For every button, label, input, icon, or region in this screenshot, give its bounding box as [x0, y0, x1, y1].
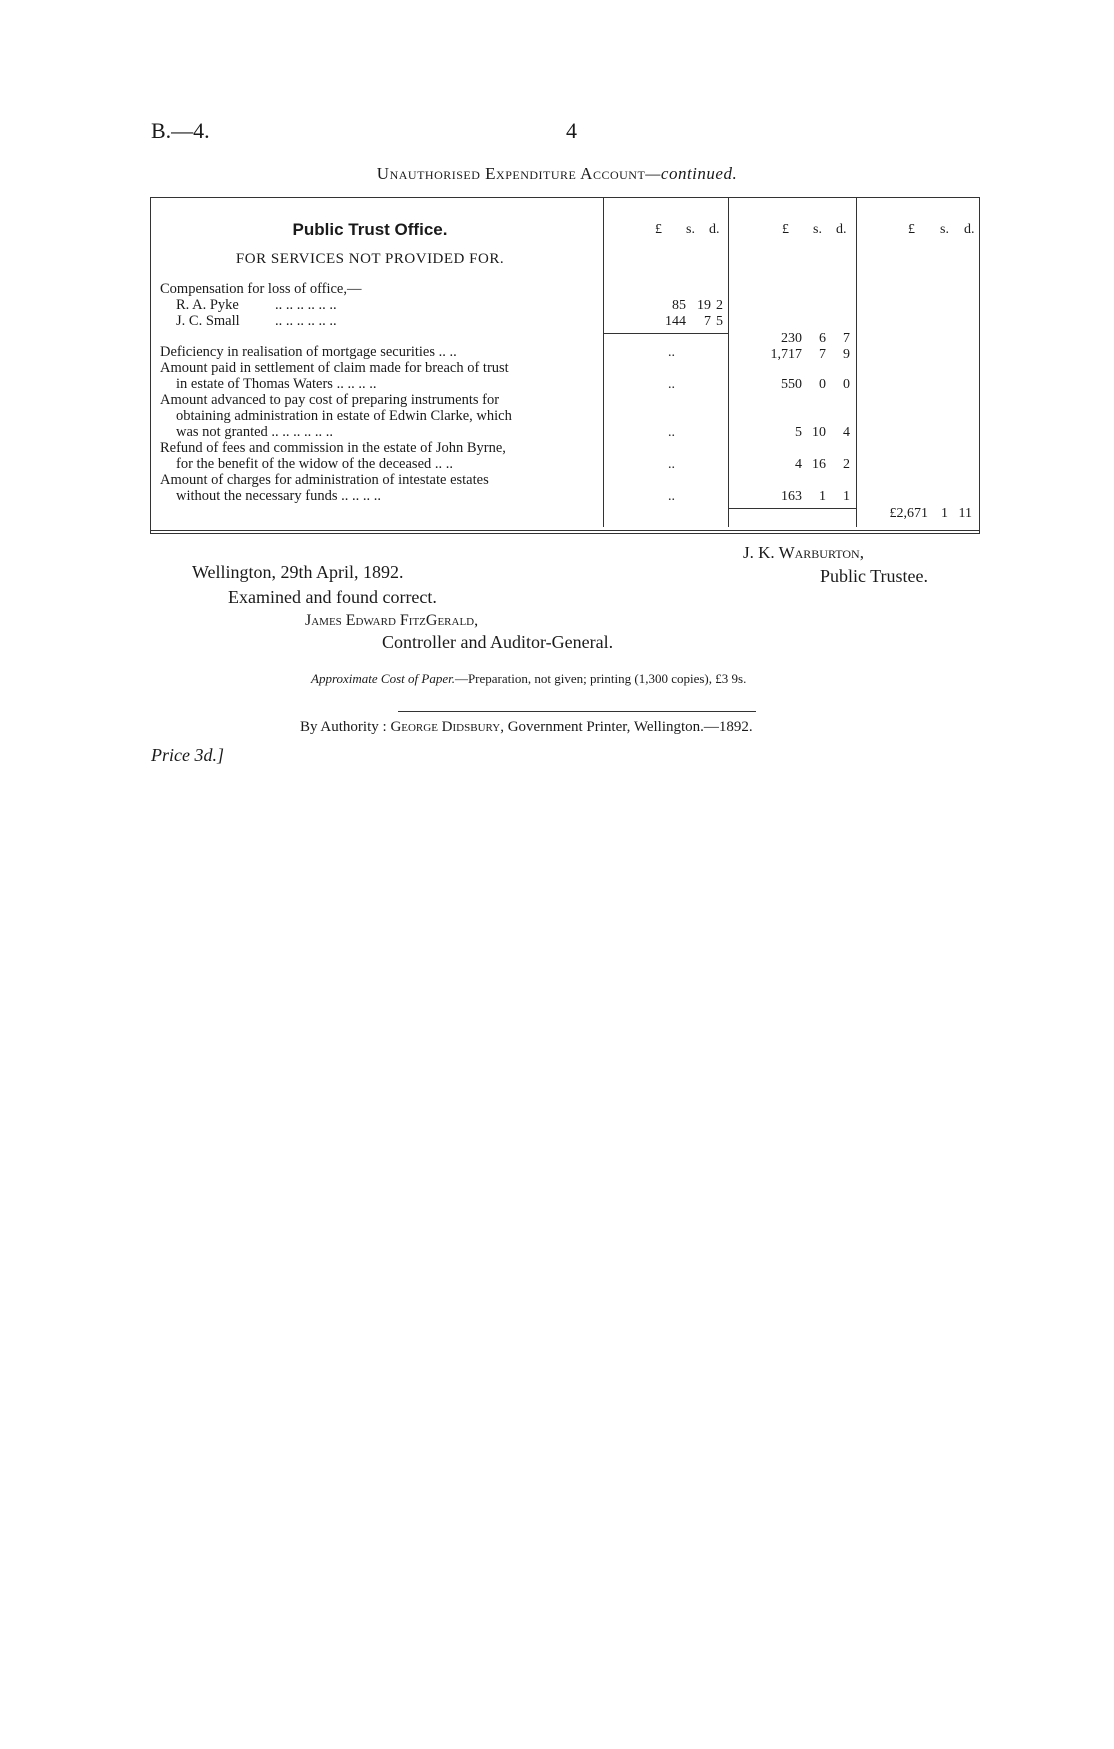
authority-imprint: By Authority : George Didsbury, Government Printer, Wellington.—1892. — [300, 719, 753, 735]
section-subheading: FOR SERVICES NOT PROVIDED FOR. — [235, 251, 505, 267]
cost-of-paper-text: —Preparation, not given; printing (1,300 copies), £3 9s. — [454, 671, 747, 686]
column-divider-1 — [603, 197, 604, 527]
item-intestate-placeholder: .. — [668, 489, 675, 504]
compensation-label: Compensation for loss of office,— — [160, 281, 362, 297]
footer-rule — [398, 711, 756, 712]
compensation-subtotal-pence: 7 — [843, 331, 850, 346]
table-title-main: Unauthorised Expenditure Account — [376, 164, 646, 183]
item-waters-placeholder: .. — [668, 377, 675, 392]
item-clarke-line2: obtaining administration in estate of Edwin Clarke, which — [176, 408, 512, 424]
item-intestate-pounds: 163 — [781, 489, 802, 504]
item-waters-shillings: 0 — [819, 377, 826, 392]
col3-pence-header: d. — [964, 222, 975, 237]
compensation-subtotal-shillings: 6 — [819, 331, 826, 346]
auditor-title: Controller and Auditor-General. — [382, 632, 614, 652]
row-pyke-shillings: 19 — [697, 298, 711, 313]
item-mortgage-pence: 9 — [843, 347, 850, 362]
item-intestate-line2: without the necessary funds .. .. .. .. — [176, 488, 381, 504]
item-byrne-pounds: 4 — [795, 457, 802, 472]
compensation-subtotal-rule — [603, 333, 728, 334]
item-intestate-line1: Amount of charges for administration of intestate estates — [160, 472, 489, 488]
col3-pounds-header: £ — [908, 222, 915, 237]
item-mortgage-pounds: 1,717 — [770, 347, 802, 362]
item-clarke-placeholder: .. — [668, 425, 675, 440]
col2-shillings-header: s. — [813, 222, 822, 237]
item-waters-line2: in estate of Thomas Waters .. .. .. .. — [176, 376, 377, 392]
row-small-shillings: 7 — [704, 314, 711, 329]
item-mortgage-placeholder: .. — [668, 345, 675, 360]
price-note: Price 3d.] — [151, 745, 224, 765]
row-pyke-pounds: 85 — [672, 298, 686, 313]
item-clarke-line1: Amount advanced to pay cost of preparing instruments for — [160, 392, 500, 408]
document-reference: B.—4. — [151, 118, 210, 143]
items-total-rule — [728, 508, 856, 509]
row-small-label: J. C. Small — [176, 313, 240, 329]
item-mortgage-line1: Deficiency in realisation of mortgage securities .. .. — [160, 344, 457, 360]
table-right-border — [979, 197, 980, 533]
grand-total-pounds: £2,671 — [889, 506, 928, 521]
column-divider-2 — [728, 197, 729, 527]
item-intestate-pence: 1 — [843, 489, 850, 504]
row-pyke-pence: 2 — [716, 298, 723, 313]
col3-shillings-header: s. — [940, 222, 949, 237]
item-clarke-line3: was not granted .. .. .. .. .. .. — [176, 424, 334, 440]
row-small-dots: .. .. .. .. .. .. — [275, 313, 337, 329]
item-mortgage-shillings: 7 — [819, 347, 826, 362]
col1-shillings-header: s. — [686, 222, 695, 237]
col1-pence-header: d. — [709, 222, 720, 237]
item-byrne-pence: 2 — [843, 457, 850, 472]
row-small-pounds: 144 — [665, 314, 686, 329]
trustee-title: Public Trustee. — [820, 566, 929, 586]
item-clarke-shillings: 10 — [812, 425, 826, 440]
row-pyke-label: R. A. Pyke — [176, 297, 239, 313]
row-small-pence: 5 — [716, 314, 723, 329]
table-bottom-rule-double — [150, 533, 980, 534]
col1-pounds-header: £ — [655, 222, 662, 237]
item-byrne-line2: for the benefit of the widow of the deceased .. .. — [176, 456, 454, 472]
page-number: 4 — [566, 118, 577, 143]
item-intestate-shillings: 1 — [819, 489, 826, 504]
row-pyke-dots: .. .. .. .. .. .. — [275, 297, 337, 313]
compensation-subtotal-pounds: 230 — [781, 331, 802, 346]
item-clarke-pounds: 5 — [795, 425, 802, 440]
section-heading: Public Trust Office. — [292, 220, 448, 239]
item-waters-line1: Amount paid in settlement of claim made for breach of trust — [160, 360, 509, 376]
item-byrne-placeholder: .. — [668, 457, 675, 472]
trustee-name: J. K. Warburton, — [743, 543, 864, 562]
cost-of-paper-note — [311, 671, 746, 687]
item-waters-pounds: 550 — [781, 377, 802, 392]
col2-pence-header: d. — [836, 222, 847, 237]
examined-statement: Examined and found correct. — [228, 587, 437, 607]
table-bottom-rule — [150, 530, 980, 531]
cost-of-paper-label: Approximate Cost of Paper. — [311, 671, 455, 686]
table-left-border — [150, 197, 151, 533]
place-date: Wellington, 29th April, 1892. — [192, 562, 404, 582]
item-waters-pence: 0 — [843, 377, 850, 392]
grand-total-pence: 11 — [958, 506, 972, 521]
grand-total-shillings: 1 — [941, 506, 948, 521]
col2-pounds-header: £ — [782, 222, 789, 237]
table-title — [0, 164, 1114, 184]
table-title-suffix: —continued. — [645, 164, 738, 183]
auditor-name: James Edward FitzGerald, — [305, 612, 479, 629]
column-divider-3 — [856, 197, 857, 527]
item-byrne-shillings: 16 — [812, 457, 826, 472]
item-byrne-line1: Refund of fees and commission in the estate of John Byrne, — [160, 440, 506, 456]
item-clarke-pence: 4 — [843, 425, 850, 440]
